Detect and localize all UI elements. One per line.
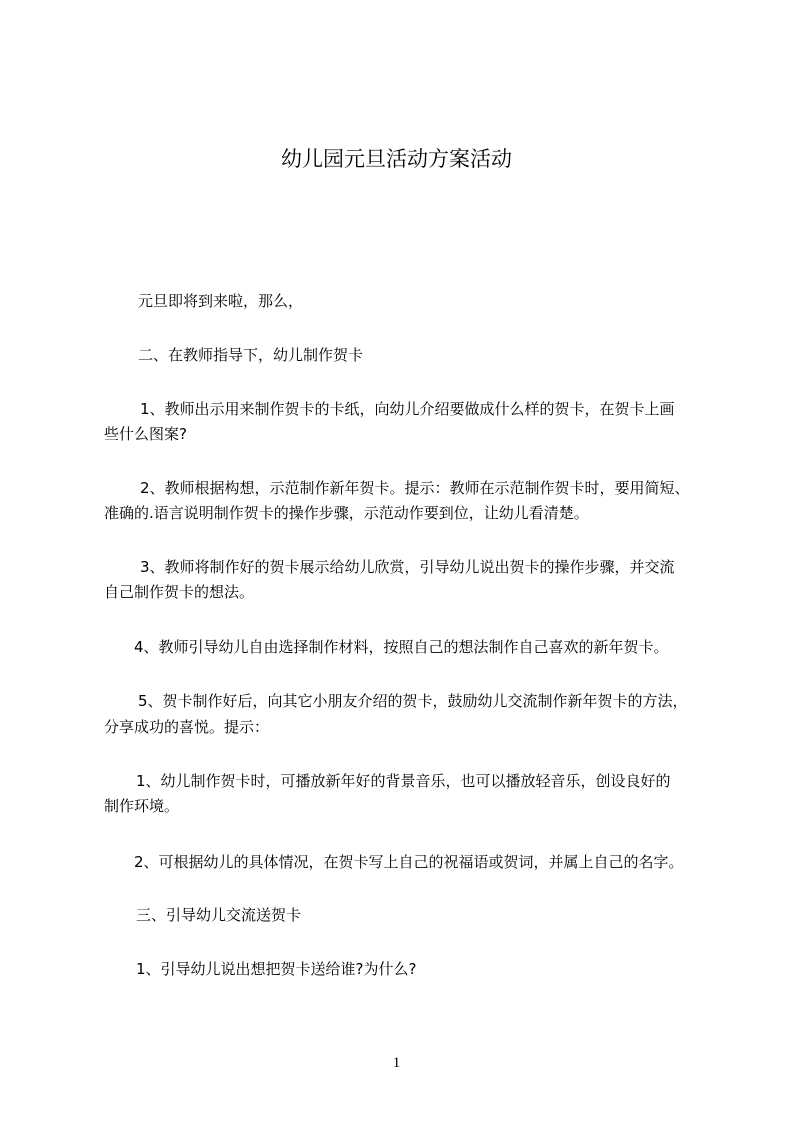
paragraph-line: 1、教师出示用来制作贺卡的卡纸，向幼儿介绍要做成什么样的贺卡，在贺卡上画 bbox=[140, 400, 675, 418]
paragraph-line: 元旦即将到来啦，那么， bbox=[138, 292, 304, 310]
paragraph-line: 些什么图案? bbox=[104, 425, 187, 443]
paragraph-line: 5、贺卡制作好后，向其它小朋友介绍的贺卡，鼓励幼儿交流制作新年贺卡的方法， bbox=[138, 692, 688, 710]
paragraph-line: 制作环境。 bbox=[104, 797, 180, 815]
section-heading: 二、在教师指导下，幼儿制作贺卡 bbox=[138, 346, 364, 364]
paragraph-line: 3、教师将制作好的贺卡展示给幼儿欣赏，引导幼儿说出贺卡的操作步骤，并交流 bbox=[140, 558, 675, 576]
document-title: 幼儿园元旦活动方案活动 bbox=[281, 147, 512, 171]
paragraph-line: 分享成功的喜悦。提示： bbox=[104, 718, 270, 736]
paragraph-line: 自己制作贺卡的想法。 bbox=[104, 583, 255, 601]
paragraph-line: 1、幼儿制作贺卡时，可播放新年好的背景音乐，也可以播放轻音乐，创设良好的 bbox=[136, 772, 671, 790]
section-heading: 三、引导幼儿交流送贺卡 bbox=[136, 906, 302, 924]
paragraph-line: 准确的.语言说明制作贺卡的操作步骤，示范动作要到位，让幼儿看清楚。 bbox=[104, 504, 589, 522]
paragraph-line: 4、教师引导幼儿自由选择制作材料，按照自己的想法制作自己喜欢的新年贺卡。 bbox=[134, 638, 669, 656]
page-number: 1 bbox=[392, 1055, 401, 1071]
paragraph-line: 1、引导幼儿说出想把贺卡送给谁?为什么? bbox=[136, 960, 417, 978]
paragraph-line: 2、教师根据构想，示范制作新年贺卡。提示：教师在示范制作贺卡时，要用简短、 bbox=[140, 479, 690, 497]
paragraph-line: 2、可根据幼儿的具体情况，在贺卡写上自己的祝福语或贺词，并属上自己的名字。 bbox=[134, 853, 684, 871]
